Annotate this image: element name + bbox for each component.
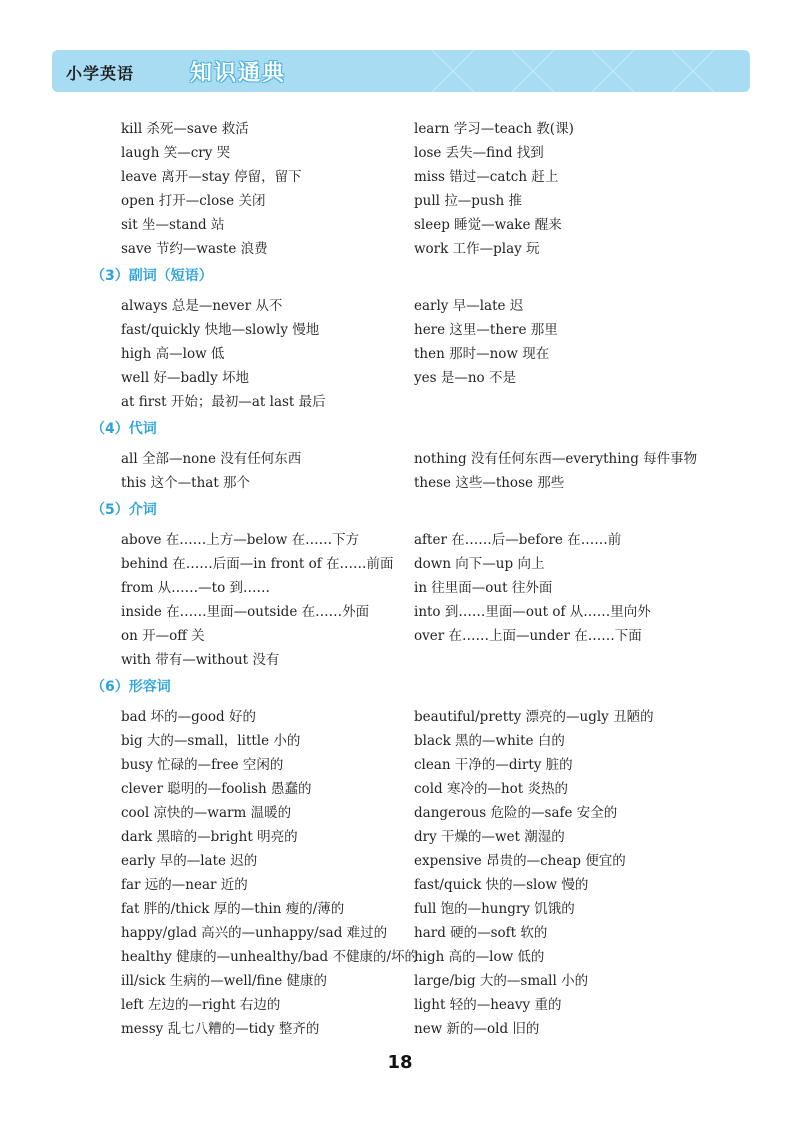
vocab-pair-left: dark 黑暗的—bright 明亮的 [121, 829, 298, 845]
vocab-pair-left: open 打开—close 关闭 [121, 193, 266, 209]
vocab-pair-right: sleep 睡觉—wake 醒来 [414, 217, 562, 233]
vocab-row [0, 706, 800, 728]
header-banner [52, 50, 750, 92]
vocab-row [0, 601, 800, 623]
vocab-pair-left: ill/sick 生病的—well/fine 健康的 [121, 973, 327, 989]
vocab-pair-left: from 从……—to 到…… [121, 580, 271, 596]
vocab-pair-right: dry 干燥的—wet 潮湿的 [414, 829, 565, 845]
vocab-row [0, 343, 800, 365]
section-heading: （4）代词 [91, 421, 157, 437]
vocab-row [0, 802, 800, 824]
vocab-row [0, 529, 800, 551]
vocab-pair-right: miss 错过—catch 赶上 [414, 169, 559, 185]
vocab-pair-left: left 左边的—right 右边的 [121, 997, 281, 1013]
vocab-pair-left: with 带有—without 没有 [121, 652, 280, 668]
vocab-pair-left: at first 开始；最初—at last 最后 [121, 394, 326, 410]
vocab-pair-left: fast/quickly 快地—slowly 慢地 [121, 322, 320, 338]
vocab-row [0, 577, 800, 599]
vocab-pair-left: save 节约—waste 浪费 [121, 241, 268, 257]
vocab-pair-right: learn 学习—teach 教(课) [414, 121, 574, 137]
vocab-pair-left: healthy 健康的—unhealthy/bad 不健康的/坏的 [121, 949, 418, 965]
vocab-row [0, 367, 800, 389]
banner-subtitle: 小学英语 [66, 64, 135, 83]
vocab-pair-left: happy/glad 高兴的—unhappy/sad 难过的 [121, 925, 388, 941]
vocab-pair-right: work 工作—play 玩 [414, 241, 540, 257]
vocab-pair-left: far 远的—near 近的 [121, 877, 248, 893]
vocab-row [0, 946, 800, 968]
vocab-pair-right: here 这里—there 那里 [414, 322, 558, 338]
vocab-pair-right: nothing 没有任何东西—everything 每件事物 [414, 451, 698, 467]
vocab-row [0, 874, 800, 896]
vocab-pair-left: cool 凉快的—warm 温暖的 [121, 805, 292, 821]
vocab-pair-right: large/big 大的—small 小的 [414, 973, 589, 989]
vocab-pair-right: over 在……上面—under 在……下面 [414, 628, 642, 644]
section-heading: （5）介词 [91, 502, 157, 518]
vocab-pair-left: busy 忙碌的—free 空闲的 [121, 757, 284, 773]
vocab-pair-left: big 大的—small，little 小的 [121, 733, 301, 749]
vocab-pair-right: down 向下—up 向上 [414, 556, 545, 572]
vocab-pair-right: yes 是—no 不是 [414, 370, 516, 386]
vocab-row [0, 295, 800, 317]
vocab-pair-left: always 总是—never 从不 [121, 298, 283, 314]
vocab-row [0, 730, 800, 752]
vocab-pair-left: on 开—off 关 [121, 628, 205, 644]
vocab-pair-right: lose 丢失—find 找到 [414, 145, 544, 161]
page-number: 18 [387, 1052, 413, 1073]
vocab-pair-right: clean 干净的—dirty 脏的 [414, 757, 573, 773]
vocab-pair-left: inside 在……里面—outside 在……外面 [121, 604, 370, 620]
vocab-pair-right: early 早—late 迟 [414, 298, 524, 314]
vocab-row [0, 898, 800, 920]
vocab-row [0, 142, 800, 164]
vocab-pair-right: then 那时—now 现在 [414, 346, 550, 362]
vocab-pair-right: hard 硬的—soft 软的 [414, 925, 548, 941]
vocab-pair-right: in 往里面—out 往外面 [414, 580, 553, 596]
vocab-pair-left: behind 在……后面—in front of 在……前面 [121, 556, 394, 572]
vocab-row [0, 238, 800, 260]
vocab-row [0, 472, 800, 494]
vocab-pair-left: well 好—badly 坏地 [121, 370, 250, 386]
vocab-row [0, 754, 800, 776]
vocab-pair-left: bad 坏的—good 好的 [121, 709, 256, 725]
vocab-pair-left: laugh 笑—cry 哭 [121, 145, 231, 161]
vocab-row [0, 391, 800, 413]
vocab-row [0, 826, 800, 848]
vocab-pair-left: above 在……上方—below 在……下方 [121, 532, 360, 548]
vocab-row [0, 118, 800, 140]
vocab-pair-right: beautiful/pretty 漂亮的—ugly 丑陋的 [414, 709, 654, 725]
vocab-row [0, 994, 800, 1016]
vocab-pair-right: fast/quick 快的—slow 慢的 [414, 877, 589, 893]
section-heading: （6）形容词 [91, 679, 171, 695]
vocab-pair-left: this 这个—that 那个 [121, 475, 251, 491]
banner-title: 知识通典 [190, 61, 287, 86]
vocab-pair-left: clever 聪明的—foolish 愚蠢的 [121, 781, 312, 797]
vocab-row [0, 850, 800, 872]
vocab-pair-right: these 这些—those 那些 [414, 475, 565, 491]
vocab-row [0, 778, 800, 800]
vocab-pair-right: full 饱的—hungry 饥饿的 [414, 901, 575, 917]
section-heading: （3）副词（短语） [91, 268, 213, 284]
vocab-pair-right: new 新的—old 旧的 [414, 1021, 540, 1037]
vocab-row [0, 922, 800, 944]
vocab-row [0, 970, 800, 992]
vocab-pair-right: light 轻的—heavy 重的 [414, 997, 562, 1013]
vocab-pair-left: messy 乱七八糟的—tidy 整齐的 [121, 1021, 320, 1037]
vocab-pair-left: early 早的—late 迟的 [121, 853, 258, 869]
vocab-pair-right: after 在……后—before 在……前 [414, 532, 622, 548]
vocab-pair-left: leave 离开—stay 停留，留下 [121, 169, 302, 185]
vocab-pair-right: black 黑的—white 白的 [414, 733, 565, 749]
vocab-row [0, 625, 800, 647]
banner-pattern [52, 50, 750, 92]
vocab-row [0, 448, 800, 470]
vocab-pair-left: all 全部—none 没有任何东西 [121, 451, 302, 467]
vocab-row [0, 1018, 800, 1040]
vocab-pair-right: into 到……里面—out of 从……里向外 [414, 604, 651, 620]
vocab-pair-left: high 高—low 低 [121, 346, 225, 362]
vocab-pair-left: sit 坐—stand 站 [121, 217, 225, 233]
vocab-pair-left: fat 胖的/thick 厚的—thin 瘦的/薄的 [121, 901, 345, 917]
vocab-row [0, 166, 800, 188]
vocab-pair-right: high 高的—low 低的 [414, 949, 545, 965]
vocab-row [0, 553, 800, 575]
vocab-row [0, 190, 800, 212]
vocab-pair-right: dangerous 危险的—safe 安全的 [414, 805, 618, 821]
vocab-row [0, 649, 800, 671]
vocab-pair-right: expensive 昂贵的—cheap 便宜的 [414, 853, 626, 869]
vocab-row [0, 319, 800, 341]
vocab-pair-right: cold 寒冷的—hot 炎热的 [414, 781, 568, 797]
vocab-pair-right: pull 拉—push 推 [414, 193, 523, 209]
vocab-pair-left: kill 杀死—save 救活 [121, 121, 249, 137]
vocab-row [0, 214, 800, 236]
